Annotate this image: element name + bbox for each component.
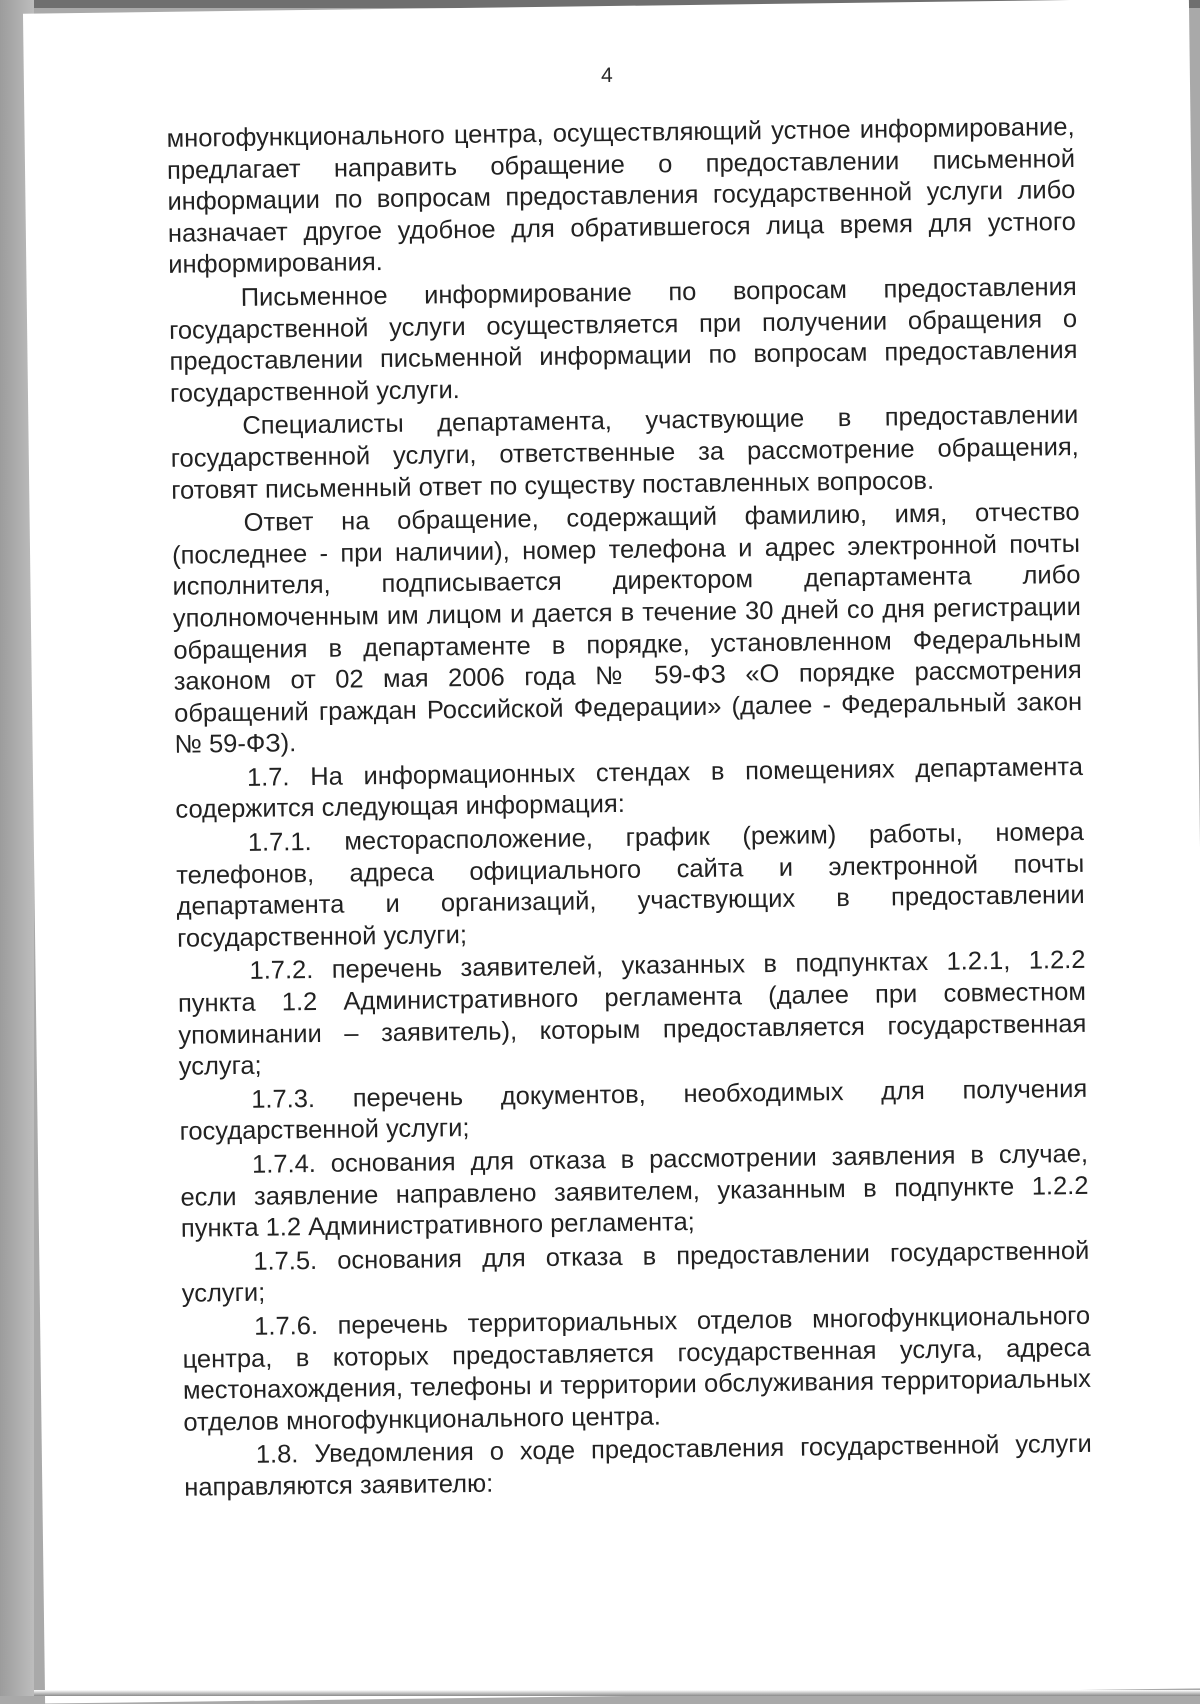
paragraph-continued: многофункционального центра, осуществляющий устное информирование, предлагает направить обращение о предоставлении письменной информации по вопросам предоставления государственной услуги либо назначает другое удобное для обратившегося лица время для устного информирования.: [166, 112, 1076, 280]
item-1-7-5: 1.7.5. основания для отказа в предоставлении государственной услуги;: [181, 1236, 1090, 1309]
section-1-7: 1.7. На информационных стендах в помещениях департамента содержится следующая информация:: [175, 752, 1084, 825]
item-1-7-1: 1.7.1. месторасположение, график (режим) работы, номера телефонов, адреса официального сайта и электронной почты департамента и организаций, участвующих в предоставлении государственной услуги;: [176, 817, 1085, 953]
item-1-7-3: 1.7.3. перечень документов, необходимых для получения государственной услуги;: [179, 1074, 1088, 1147]
paragraph: Ответ на обращение, содержащий фамилию, имя, отчество (последнее - при наличии), номер телефона и адрес электронной почты исполнителя, подписывается директором департамента либо уполномоченным им лицом и дается в течение 30 дней со дня регистрации обращения в департаменте в порядке, установленном Федеральным законом от 02 мая 2006 года № 59-ФЗ «О порядке рассмотрения обращений граждан Российской Федерации» (далее - Федеральный закон № 59-ФЗ).: [171, 498, 1083, 760]
section-1-8: 1.8. Уведомления о ходе предоставления государственной услуги направляются заявителю:: [184, 1430, 1092, 1502]
document-body: [166, 112, 1092, 1506]
scan-edge-bottom: [34, 1690, 1200, 1696]
page-number: 4: [600, 63, 613, 88]
paragraph: Письменное информирование по вопросам предоставления государственной услуги осуществляется при получении обращения о предоставлении письменной информации по вопросам предоставления государственной услуги.: [168, 272, 1078, 408]
item-1-7-6: 1.7.6. перечень территориальных отделов многофункционального центра, в которых предоставляется государственная услуга, адреса местонахождения, телефоны и территории обслуживания территориальных отделов многофункционального центра.: [182, 1301, 1092, 1437]
paragraph: Специалисты департамента, участвующие в предоставлении государственной услуги, ответственные за рассмотрение обращения, готовят письменный ответ по существу поставленных вопросов.: [170, 401, 1079, 505]
document-page: [23, 0, 1200, 1704]
item-1-7-2: 1.7.2. перечень заявителей, указанных в подпунктах 1.2.1, 1.2.2 пункта 1.2 Административного регламента (далее при совместном упоминании – заявитель), которым предоставляется государственная услуга;: [177, 946, 1087, 1081]
item-1-7-4: 1.7.4. основания для отказа в рассмотрении заявления в случае, если заявление направлено заявителем, указанным в подпункте 1.2.2 пункта 1.2 Административного регламента;: [180, 1139, 1089, 1243]
